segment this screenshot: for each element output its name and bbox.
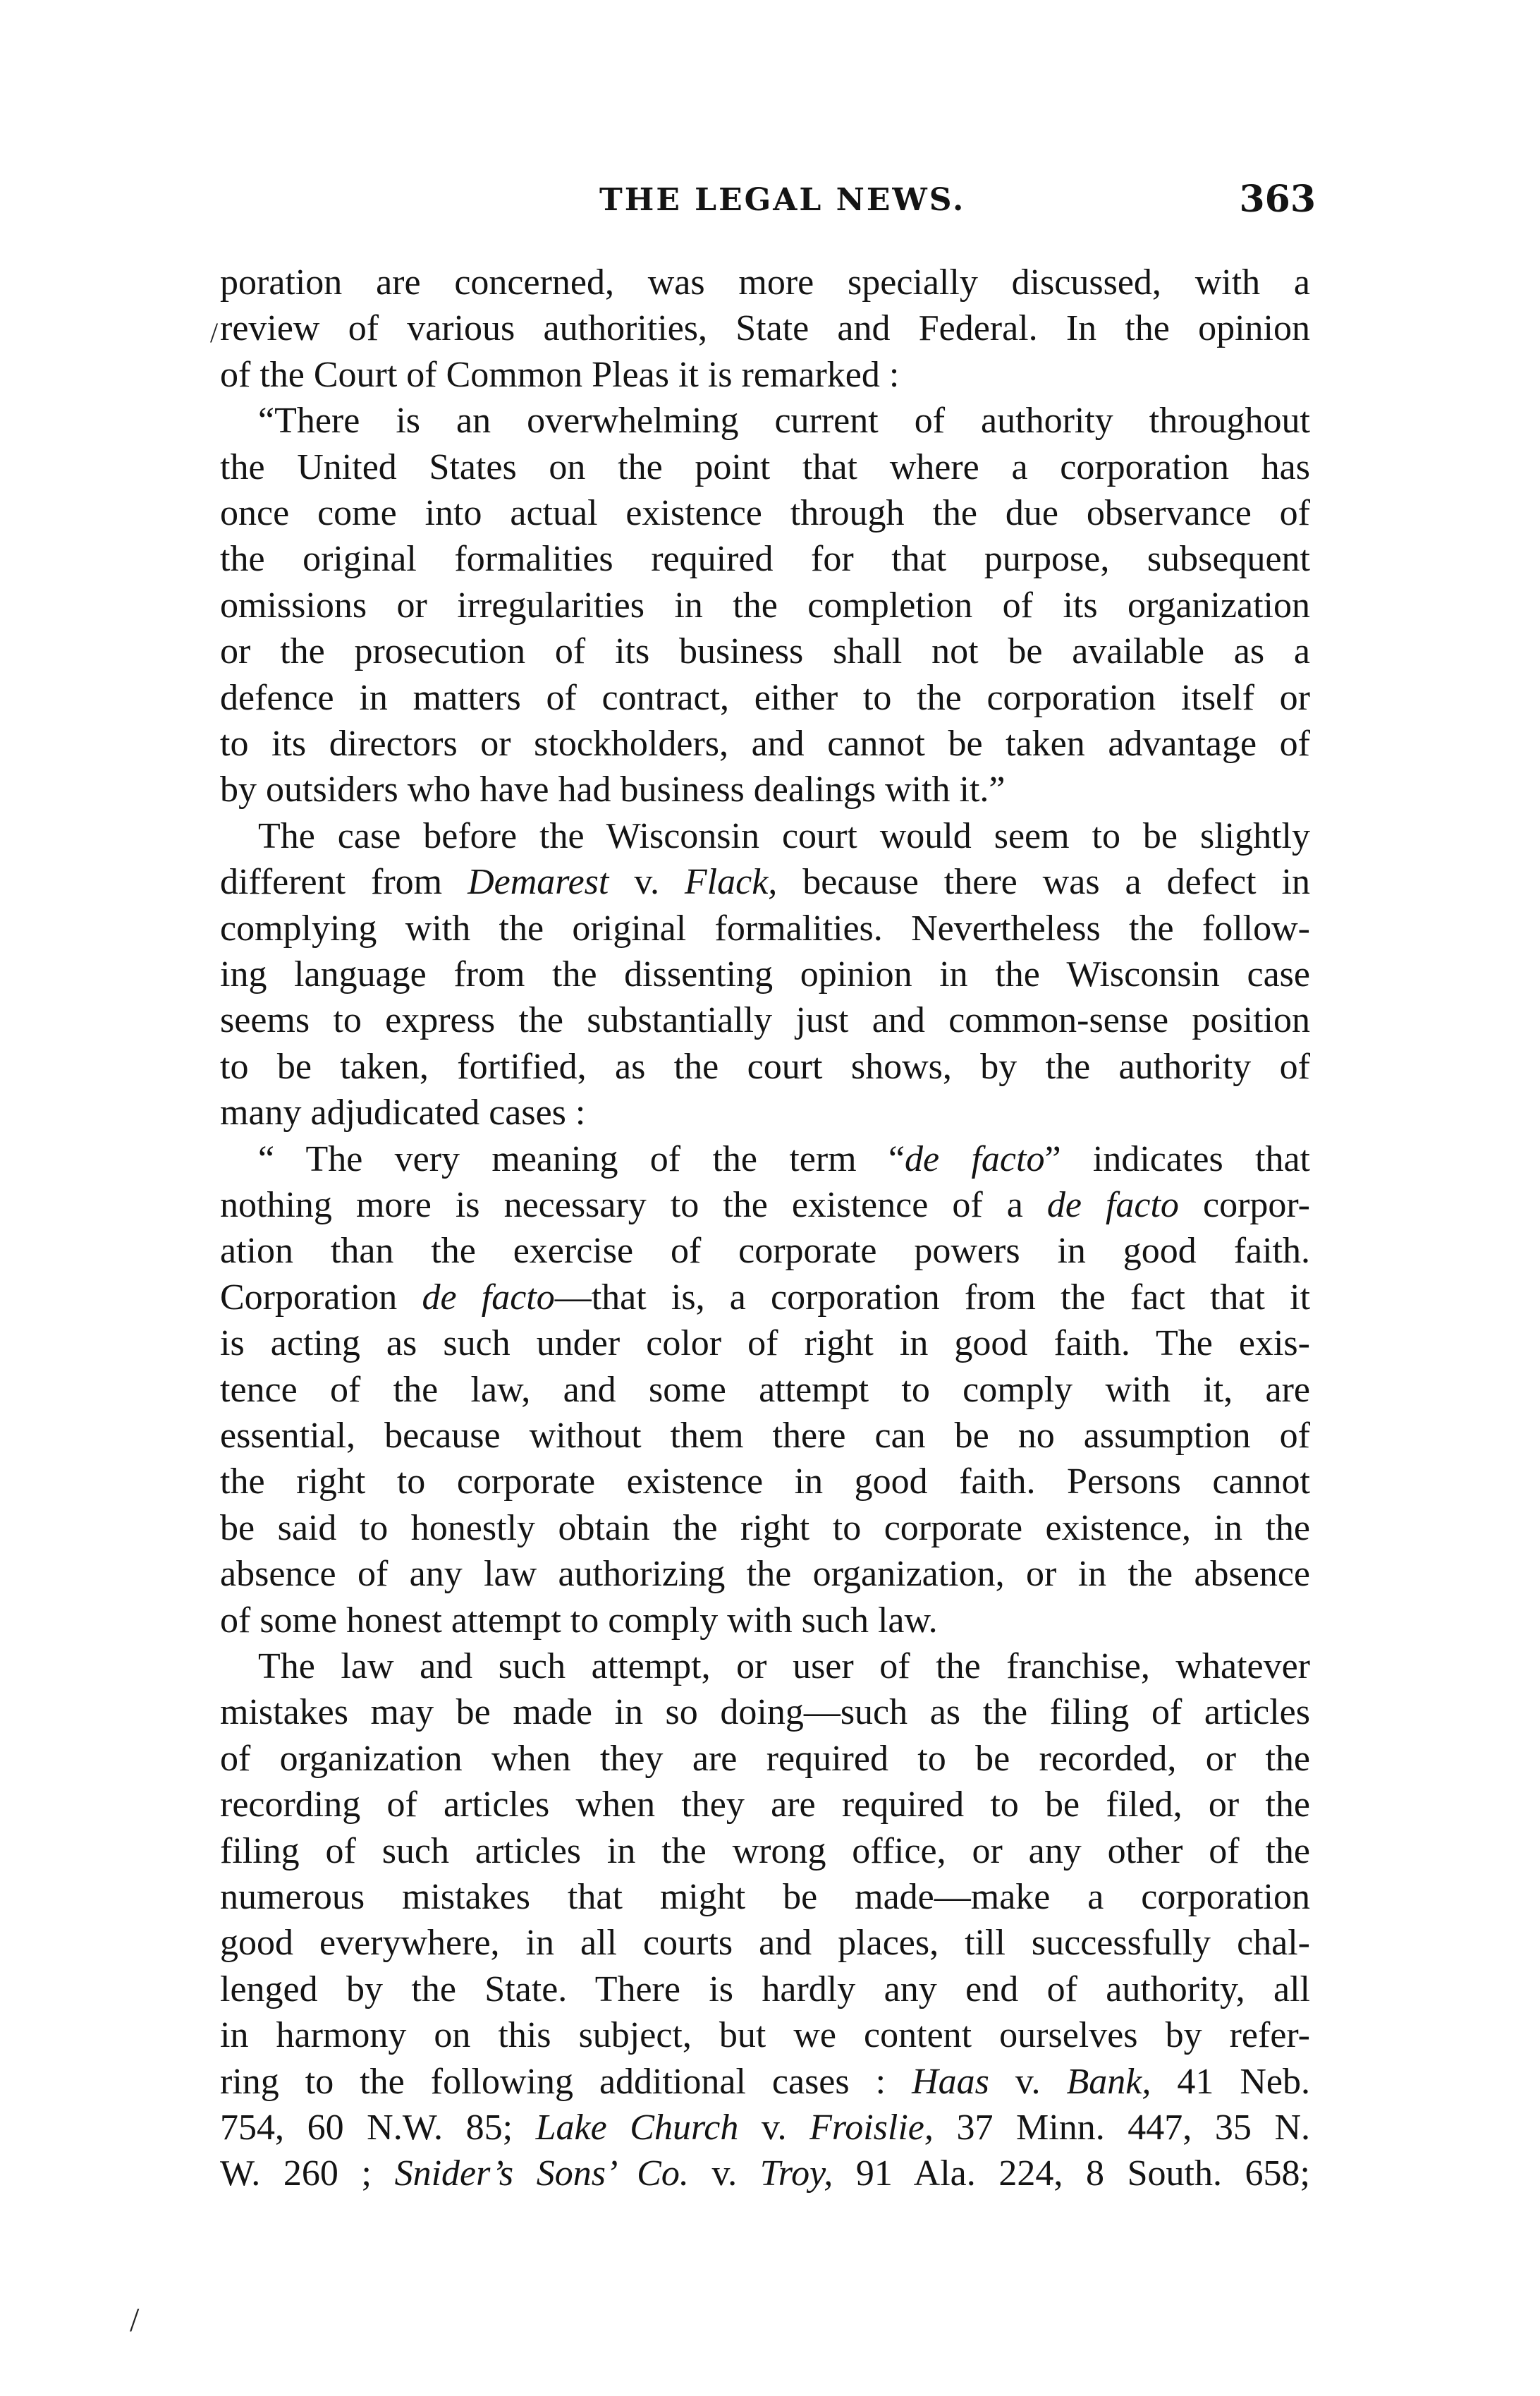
line-text: omissions or irregularities in the completion of its organization: [220, 585, 1310, 626]
line-text: numerous mistakes that might be made—make a corporation: [220, 1877, 1310, 1917]
text-line: [220, 721, 1310, 767]
text-line: [220, 1828, 1310, 1875]
line-text: different from: [220, 862, 468, 902]
italic-text: Demarest: [468, 862, 609, 902]
text-line: [220, 1275, 1310, 1321]
text-line: [220, 583, 1310, 629]
line-text: because there was a defect in: [777, 862, 1310, 902]
line-text: ing language from the dissenting opinion in the Wisconsin case: [220, 954, 1310, 995]
line-text: W. 260 ;: [220, 2153, 395, 2194]
line-text: absence of any law authorizing the organization, or in the absence: [220, 1554, 1310, 1594]
line-text: of the Court of Common Pleas it is remarked :: [220, 355, 900, 395]
text-line: [220, 1598, 1310, 1644]
text-line: [220, 951, 1310, 998]
italic-text: Flack,: [684, 862, 778, 902]
line-text: ” indicates that: [1044, 1139, 1311, 1179]
line-text: v.: [989, 2062, 1067, 2102]
line-text: or the prosecution of its business shall not be available as a: [220, 631, 1310, 671]
text-line: [220, 1459, 1310, 1505]
text-line: [220, 628, 1310, 675]
text-line: [220, 675, 1310, 722]
text-line: [220, 1689, 1310, 1736]
line-text: recording of articles when they are required to be filed, or the: [220, 1784, 1310, 1825]
text-line: [220, 1782, 1310, 1828]
margin-mark-lower: /: [130, 2301, 140, 2339]
line-text: good everywhere, in all courts and places, till successfully chal-: [220, 1923, 1310, 1963]
text-line: [220, 1505, 1310, 1552]
line-text: v.: [688, 2153, 760, 2194]
text-line: [220, 997, 1310, 1044]
line-text: complying with the original formalities. Nevertheless the follow-: [220, 908, 1310, 949]
italic-text: Bank,: [1066, 2062, 1151, 2102]
text-line: [220, 1367, 1310, 1413]
text-line: [220, 536, 1310, 583]
line-text: The case before the Wisconsin court would seem to be slightly: [258, 816, 1310, 856]
line-text: the original formalities required for that purpose, subsequent: [220, 539, 1310, 579]
text-line: [220, 1874, 1310, 1921]
text-line: [220, 1228, 1310, 1275]
line-text: to its directors or stockholders, and cannot be taken advantage of: [220, 724, 1310, 764]
text-line: [220, 1136, 1310, 1183]
line-text: 41 Neb.: [1151, 2062, 1311, 2102]
text-line: [220, 1920, 1310, 1966]
line-text: of organization when they are required to be recorded, or the: [220, 1739, 1310, 1779]
text-line: [220, 444, 1310, 491]
text-line: [220, 352, 1310, 399]
line-text: —that is, a corporation from the fact that it: [554, 1277, 1311, 1318]
italic-text: de facto: [905, 1139, 1045, 1179]
line-text: nothing more is necessary to the existence of a: [220, 1185, 1047, 1225]
text-line: [220, 906, 1310, 952]
line-text: many adjudicated cases :: [220, 1093, 586, 1133]
text-line: [220, 260, 1310, 306]
line-text: 37 Minn. 447, 35 N.: [933, 2108, 1310, 2148]
line-text: v.: [738, 2108, 810, 2148]
line-text: corpor-: [1178, 1185, 1310, 1225]
text-line: [220, 305, 1310, 352]
line-text: is acting as such under color of right in good faith. The exis-: [220, 1323, 1310, 1363]
line-text: tence of the law, and some attempt to comply with it, are: [220, 1370, 1310, 1410]
italic-text: Troy,: [759, 2153, 833, 2194]
line-text: v.: [609, 862, 685, 902]
line-text: ring to the following additional cases :: [220, 2062, 912, 2102]
line-text: essential, because without them there can be no assumption of: [220, 1416, 1310, 1456]
line-text: mistakes may be made in so doing—such as the filing of articles: [220, 1692, 1310, 1732]
text-line: [220, 813, 1310, 860]
italic-text: Froislie,: [809, 2108, 934, 2148]
line-text: be said to honestly obtain the right to corporate existence, in the: [220, 1508, 1310, 1548]
line-text: poration are concerned, was more specially discussed, with a: [220, 262, 1310, 303]
line-text: review of various authorities, State and Federal. In the opinion: [220, 308, 1310, 348]
line-text: “There is an overwhelming current of authority throughout: [258, 401, 1310, 441]
text-line: [220, 1966, 1310, 2013]
line-text: “ The very meaning of the term “: [258, 1139, 905, 1179]
text-line: [220, 1736, 1310, 1782]
line-text: seems to express the substantially just and common-sense position: [220, 1000, 1310, 1040]
line-text: of some honest attempt to comply with such law.: [220, 1600, 938, 1641]
line-text: 754, 60 N.W. 85;: [220, 2108, 536, 2148]
text-line: [220, 767, 1310, 813]
text-line: [220, 2012, 1310, 2059]
text-line: [220, 2059, 1310, 2105]
text-line: [220, 1090, 1310, 1136]
line-text: filing of such articles in the wrong office, or any other of the: [220, 1831, 1310, 1871]
text-line: [220, 1413, 1310, 1459]
line-text: the United States on the point that where a corporation has: [220, 447, 1310, 487]
italic-text: Lake Church: [535, 2108, 739, 2148]
page-number: 363: [1239, 178, 1316, 221]
italic-text: de facto: [1046, 1185, 1179, 1225]
italic-text: de facto: [422, 1277, 555, 1318]
line-text: by outsiders who have had business dealings with it.”: [220, 770, 1006, 810]
running-head-title: THE LEGAL NEWS.: [599, 182, 966, 218]
margin-mark-upper: /: [210, 317, 219, 348]
italic-text: Snider’s Sons’ Co.: [394, 2153, 689, 2194]
text-line: [220, 1044, 1310, 1090]
line-text: to be taken, fortified, as the court shows, by the authority of: [220, 1047, 1310, 1087]
line-text: Corporation: [220, 1277, 422, 1318]
text-line: [220, 2151, 1310, 2197]
text-line: [220, 1551, 1310, 1598]
line-text: The law and such attempt, or user of the franchise, whatever: [258, 1646, 1310, 1686]
text-line: [220, 1643, 1310, 1690]
line-text: 91 Ala. 224, 8 South. 658;: [833, 2153, 1311, 2194]
line-text: in harmony on this subject, but we content ourselves by refer-: [220, 2015, 1310, 2055]
text-line: [220, 398, 1310, 444]
italic-text: Haas: [912, 2062, 989, 2102]
running-head: [219, 178, 1319, 231]
line-text: lenged by the State. There is hardly any end of authority, all: [220, 1969, 1310, 2009]
text-line: [220, 1320, 1310, 1367]
line-text: once come into actual existence through the due observance of: [220, 493, 1310, 533]
text-line: [220, 2105, 1310, 2151]
line-text: ation than the exercise of corporate powers in good faith.: [220, 1231, 1310, 1271]
line-text: the right to corporate existence in good faith. Persons cannot: [220, 1461, 1310, 1502]
text-line: [220, 1182, 1310, 1229]
text-line: [220, 859, 1310, 906]
line-text: defence in matters of contract, either to the corporation itself or: [220, 678, 1310, 718]
text-line: [220, 490, 1310, 537]
